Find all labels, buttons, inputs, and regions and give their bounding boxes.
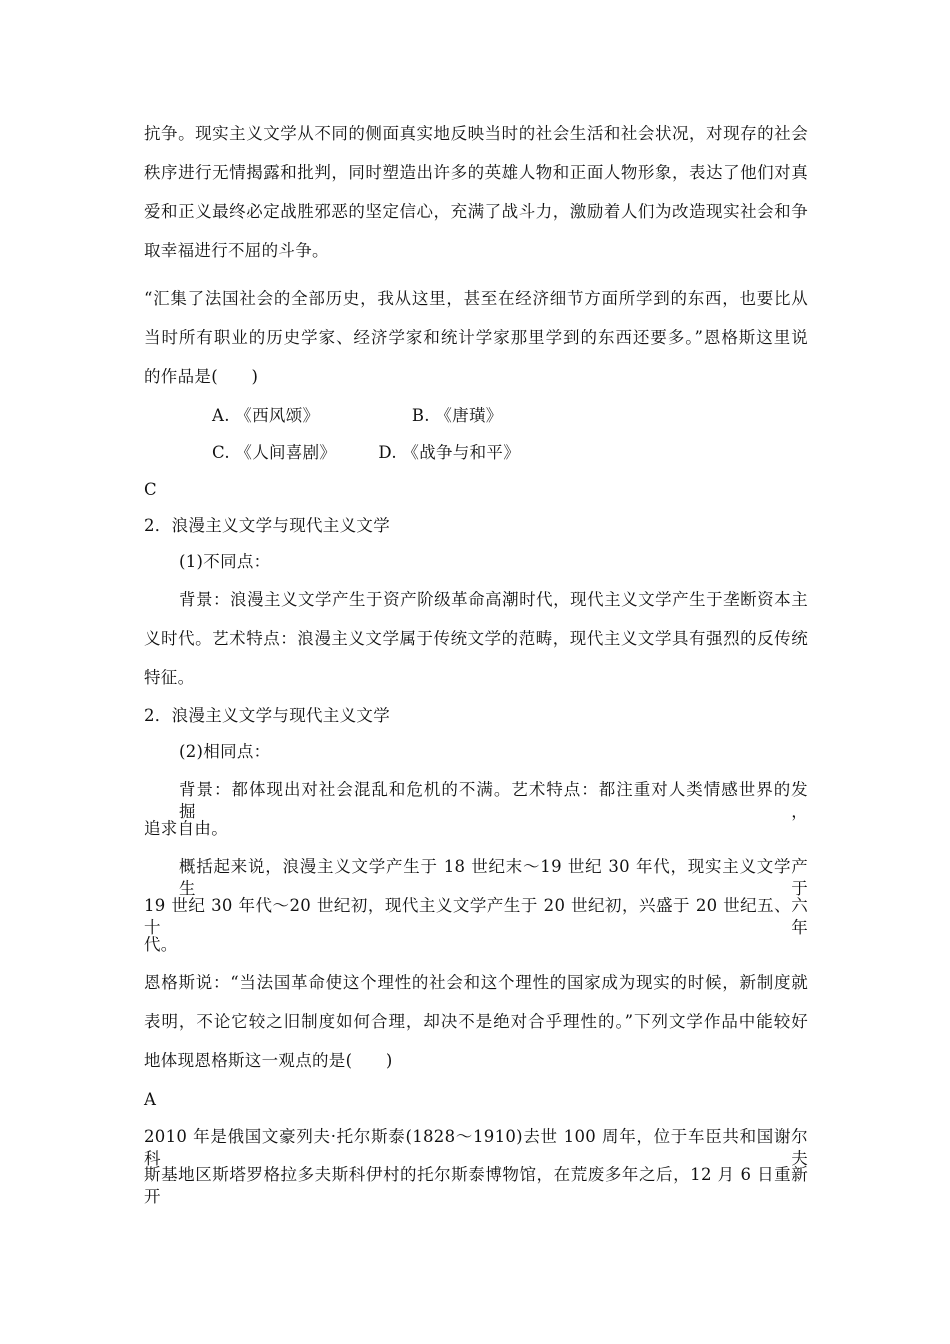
question-text: 地体现恩格斯这一观点的是( )	[144, 1051, 393, 1070]
paragraph-line: 取幸福进行不屈的斗争。	[144, 241, 329, 260]
paragraph-line: 义时代。艺术特点：浪漫主义文学属于传统文学的范畴，现代主义文学具有强烈的反传统	[144, 629, 808, 648]
answer-key: A	[144, 1090, 157, 1109]
paragraph-line: 爱和正义最终必定战胜邪恶的坚定信心，充满了战斗力，激励着人们为改造现实社会和争	[144, 202, 808, 221]
paragraph-line: 秩序进行无情揭露和批判，同时塑造出许多的英雄人物和正面人物形象，表达了他们对真	[144, 163, 808, 182]
paragraph-line: 背景：浪漫主义文学产生于资产阶级革命高潮时代，现代主义文学产生于垄断资本主	[179, 590, 808, 609]
paragraph-line: 概括起来说，浪漫主义文学产生于 18 世纪末～19 世纪 30 年代，现实主义文学产生于	[179, 857, 808, 898]
question-text: 表明，不论它较之旧制度如何合理，却决不是绝对合乎理性的。”下列文学作品中能较好	[144, 1012, 808, 1031]
paragraph-line: 抗争。现实主义文学从不同的侧面真实地反映当时的社会生活和社会状况，对现存的社会	[144, 124, 808, 143]
question-text: 当时所有职业的历史学家、经济学家和统计学家那里学到的东西还要多。”恩格斯这里说	[144, 328, 808, 347]
question-text: 的作品是( )	[144, 367, 259, 386]
paragraph-line: 追求自由。	[144, 819, 228, 838]
section-heading: 2．浪漫主义文学与现代主义文学	[144, 706, 390, 725]
section-heading: 2．浪漫主义文学与现代主义文学	[144, 516, 390, 535]
answer-options-row: C. 《人间喜剧》 D. 《战争与和平》	[212, 443, 521, 462]
paragraph-line: 背景：都体现出对社会混乱和危机的不满。艺术特点：都注重对人类情感世界的发掘，	[179, 780, 808, 821]
answer-key: C	[144, 480, 157, 499]
question-text: “汇集了法国社会的全部历史，我从这里，甚至在经济细节方面所学到的东西，也要比从	[144, 289, 808, 308]
answer-options-row: A. 《西风颂》 B. 《唐璜》	[212, 406, 503, 425]
paragraph-line: 代。	[144, 935, 178, 954]
question-text: 恩格斯说：“当法国革命使这个理性的社会和这个理性的国家成为现实的时候，新制度就	[144, 973, 808, 992]
subheading: (2)相同点：	[179, 742, 271, 761]
subheading: (1)不同点：	[179, 552, 271, 571]
paragraph-line: 2010 年是俄国文豪列夫·托尔斯泰(1828～1910)去世 100 周年，位于车臣共和国谢尔科夫	[144, 1127, 808, 1168]
paragraph-line: 斯基地区斯塔罗格拉多夫斯科伊村的托尔斯泰博物馆，在荒废多年之后，12 月 6 日重新开	[144, 1165, 808, 1206]
paragraph-line: 19 世纪 30 年代～20 世纪初，现代主义文学产生于 20 世纪初，兴盛于 20 世纪五、六十年	[144, 896, 808, 937]
paragraph-line: 特征。	[144, 668, 195, 687]
